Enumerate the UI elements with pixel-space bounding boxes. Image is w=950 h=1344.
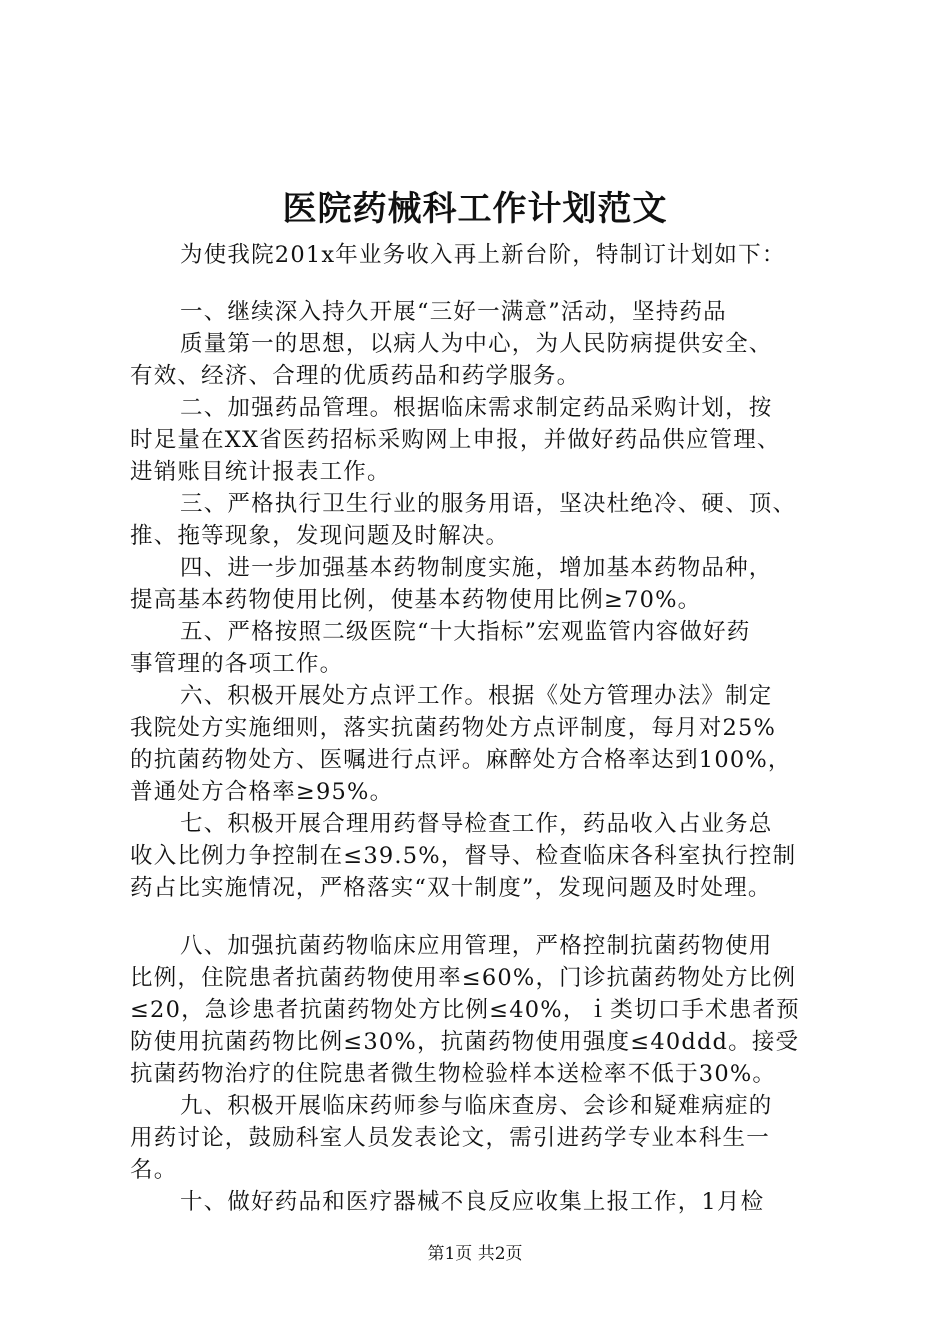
body-line: 二、加强药品管理。根据临床需求制定药品采购计划，按 (180, 395, 773, 421)
body-line: 一、继续深入持久开展“三好一满意”活动，坚持药品 (180, 299, 727, 325)
body-line: 用药讨论，鼓励科室人员发表论文，需引进药学专业本科生一 (130, 1125, 770, 1151)
body-line: 三、严格执行卫生行业的服务用语，坚决杜绝冷、硬、顶、 (180, 491, 797, 517)
body-line: 有效、经济、合理的优质药品和药学服务。 (130, 363, 581, 389)
body-line: 防使用抗菌药物比例≤30%，抗菌药物使用强度≤40ddd。接受 (130, 1029, 800, 1055)
body-line: 名。 (130, 1157, 178, 1183)
body-line: 比例，住院患者抗菌药物使用率≤60%，门诊抗菌药物处方比例 (130, 965, 797, 991)
body-line: 普通处方合格率≥95%。 (130, 779, 394, 805)
body-line: 进销账目统计报表工作。 (130, 459, 391, 485)
document-title: 医院药械科工作计划范文 (282, 189, 668, 229)
body-line: 质量第一的思想，以病人为中心，为人民防病提供安全、 (180, 331, 773, 357)
body-line: 抗菌药物治疗的住院患者微生物检验样本送检率不低于30%。 (130, 1061, 777, 1087)
body-line: ≤20，急诊患者抗菌药物处方比例≤40%，ｉ类切口手术患者预 (130, 997, 800, 1023)
body-line: 五、严格按照二级医院“十大指标”宏观监管内容做好药 (180, 619, 751, 645)
body-line: 推、拖等现象，发现问题及时解决。 (130, 523, 510, 549)
body-line: 收入比例力争控制在≤39.5%，督导、检查临床各科室执行控制 (130, 843, 797, 869)
body-line: 八、加强抗菌药物临床应用管理，严格控制抗菌药物使用 (180, 933, 773, 959)
body-line: 提高基本药物使用比例，使基本药物使用比例≥70%。 (130, 587, 702, 613)
body-line: 我院处方实施细则，落实抗菌药物处方点评制度，每月对25% (130, 715, 777, 741)
body-line: 四、进一步加强基本药物制度实施，增加基本药物品种， (180, 555, 773, 581)
body-line: 的抗菌药物处方、医嘱进行点评。麻醉处方合格率达到100%， (130, 747, 792, 773)
page-number-footer: 第1页 共2页 (427, 1244, 523, 1264)
body-line: 时足量在XX省医药招标采购网上申报，并做好药品供应管理、 (130, 427, 781, 453)
body-line: 十、做好药品和医疗器械不良反应收集上报工作，1月检 (180, 1189, 765, 1215)
body-line: 为使我院201x年业务收入再上新台阶，特制订计划如下： (180, 242, 786, 268)
body-line: 六、积极开展处方点评工作。根据《处方管理办法》制定 (180, 683, 773, 709)
body-line: 药占比实施情况，严格落实“双十制度”，发现问题及时处理。 (130, 875, 772, 901)
body-line: 九、积极开展临床药师参与临床查房、会诊和疑难病症的 (180, 1093, 773, 1119)
body-line: 七、积极开展合理用药督导检查工作，药品收入占业务总 (180, 811, 773, 837)
body-line: 事管理的各项工作。 (130, 651, 344, 677)
